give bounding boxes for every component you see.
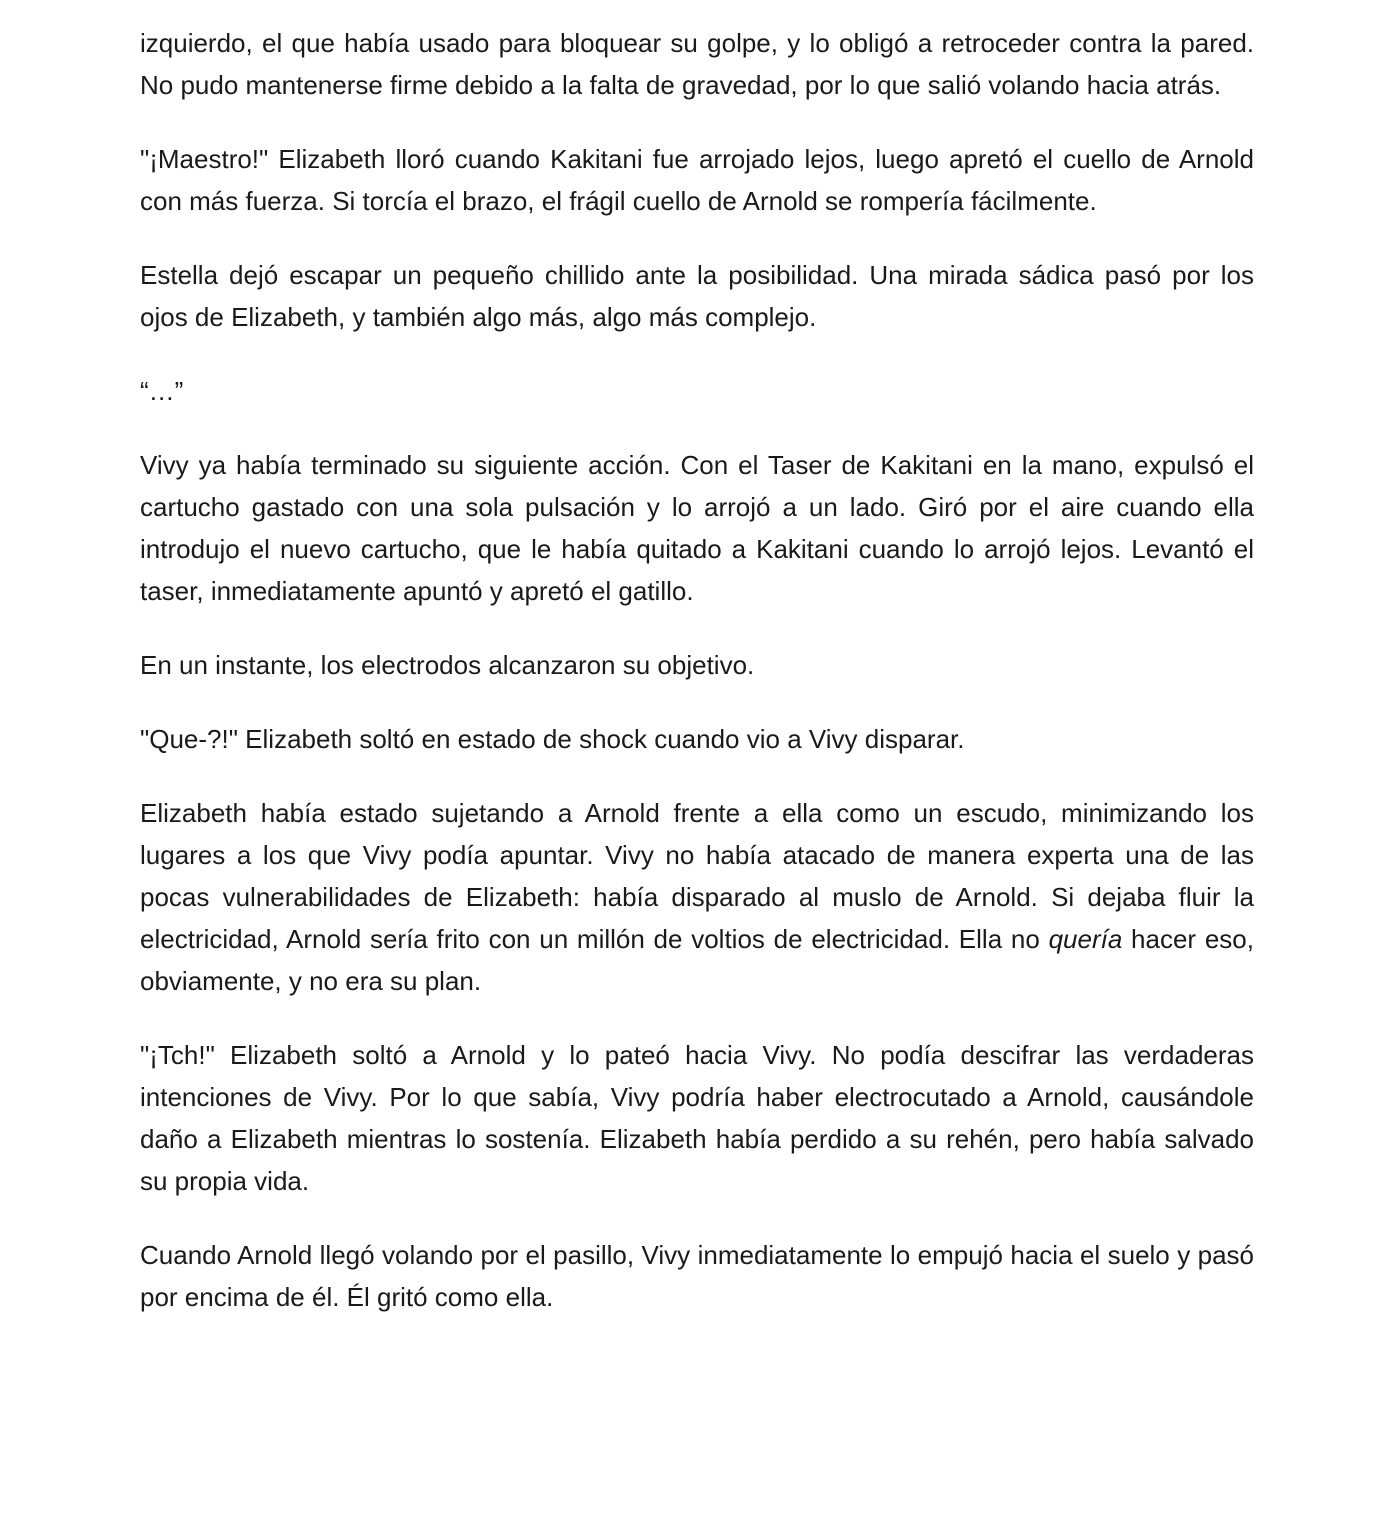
paragraph: izquierdo, el que había usado para bloquear su golpe, y lo obligó a retroceder contra la pared. No pudo mantenerse firme debido a la falta de gravedad, por lo que salió volando hacia atrás. [140,28,1254,100]
emphasized-word: quería [1048,924,1123,954]
paragraph: "¡Maestro!" Elizabeth lloró cuando Kakitani fue arrojado lejos, luego apretó el cuello de Arnold con más fuerza. Si torcía el brazo, el frágil cuello de Arnold se rompería fácilmente. [140,144,1254,216]
paragraph: Cuando Arnold llegó volando por el pasillo, Vivy inmediatamente lo empujó hacia el suelo y pasó por encima de él. Él gritó como ella. [140,1240,1254,1312]
paragraph [140,792,1254,1002]
ellipsis-paragraph: “…” [140,376,184,406]
paragraph: "Que-?!" Elizabeth soltó en estado de shock cuando vio a Vivy disparar. [140,724,965,754]
paragraph: Estella dejó escapar un pequeño chillido ante la posibilidad. Una mirada sádica pasó por los ojos de Elizabeth, y también algo más, algo más complejo. [140,260,1254,332]
document-page [140,22,1254,1350]
paragraph: En un instante, los electrodos alcanzaron su objetivo. [140,650,755,680]
paragraph: "¡Tch!" Elizabeth soltó a Arnold y lo pateó hacia Vivy. No podía descifrar las verdaderas intenciones de Vivy. Por lo que sabía, Vivy podría haber electrocutado a Arnold, causándole daño a Elizabeth mientras lo sostenía. Elizabeth había perdido a su rehén, pero había salvado su propia vida. [140,1040,1254,1196]
paragraph-text: hacer eso, obviamente, y no era su plan. [140,924,1254,996]
paragraph-text: Elizabeth había estado sujetando a Arnold frente a ella como un escudo, minimizando los lugares a los que Vivy podía apuntar. Vivy no había atacado de manera experta una de las pocas vulnerabilidades de Elizabeth: había disparado al muslo de Arnold. Si dejaba fluir la electricidad, Arnold sería frito con un millón de voltios de electricidad. Ella no [140,798,1254,954]
paragraph: Vivy ya había terminado su siguiente acción. Con el Taser de Kakitani en la mano, expulsó el cartucho gastado con una sola pulsación y lo arrojó a un lado. Giró por el aire cuando ella introdujo el nuevo cartucho, que le había quitado a Kakitani cuando lo arrojó lejos. Levantó el taser, inmediatamente apuntó y apretó el gatillo. [140,450,1254,606]
